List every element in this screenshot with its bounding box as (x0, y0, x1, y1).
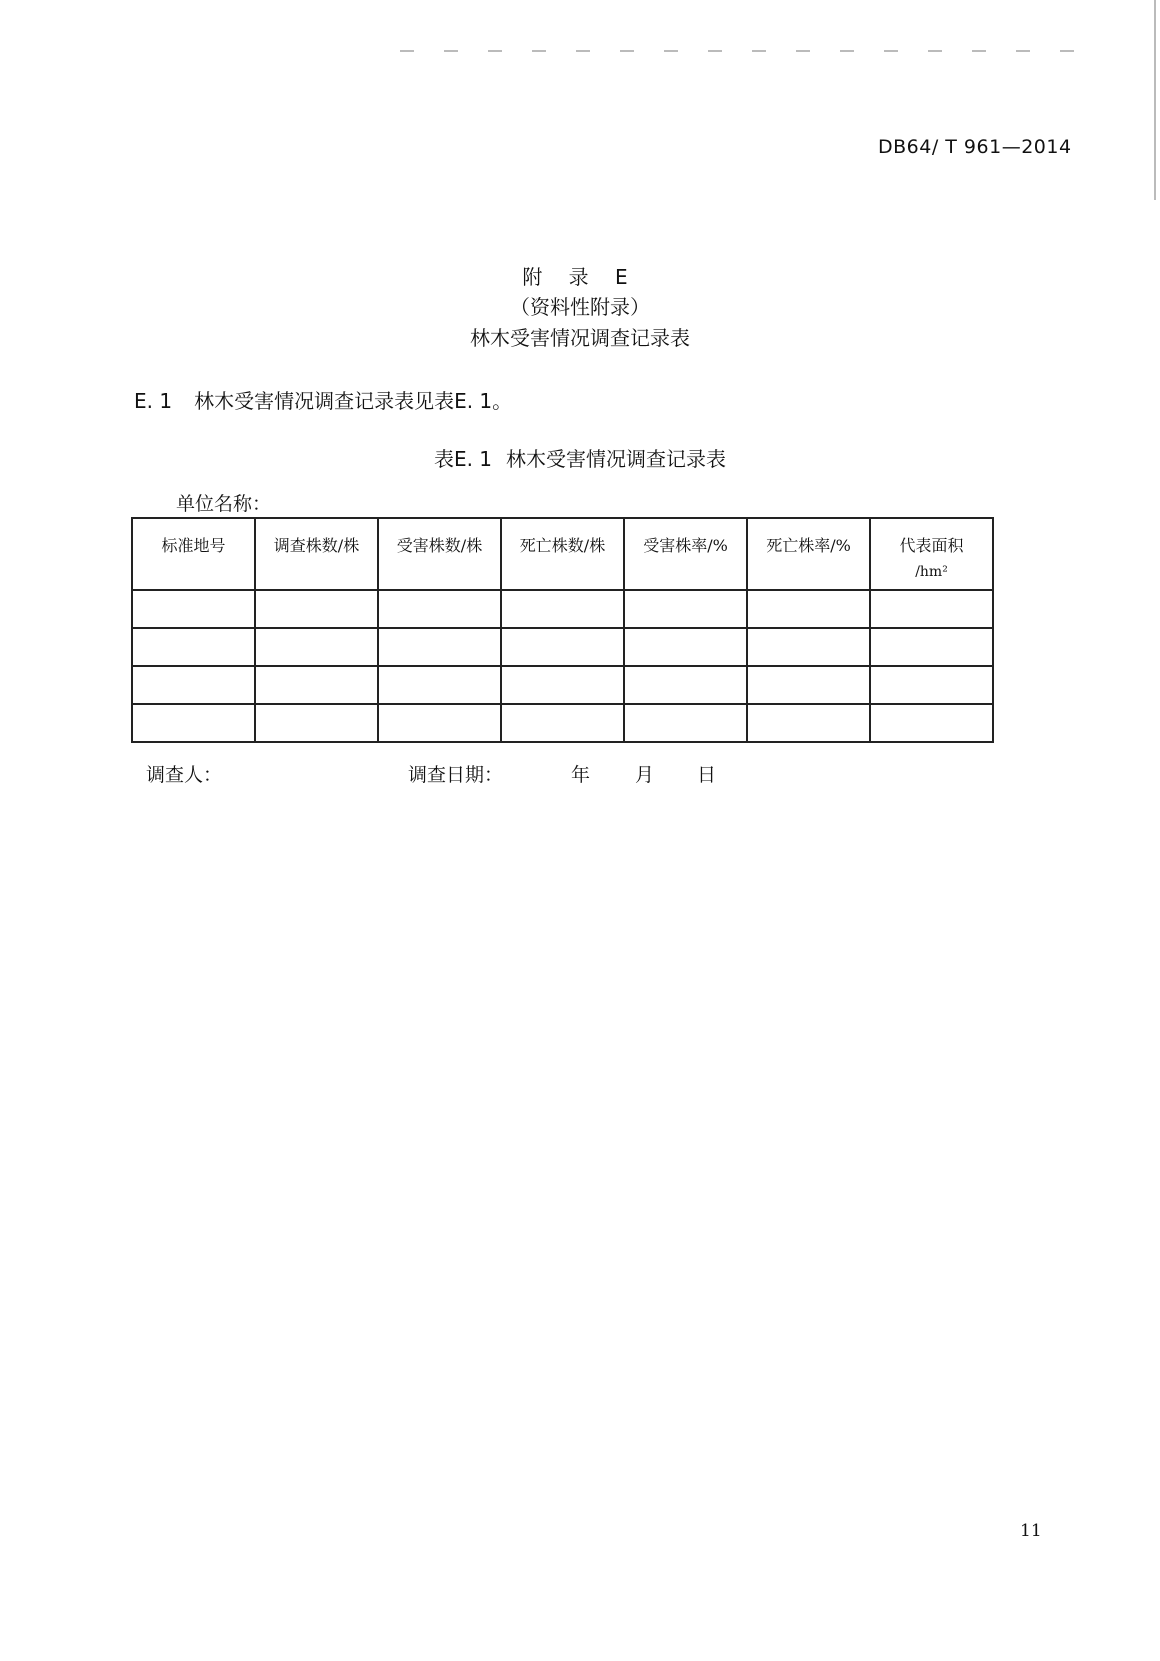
table-cell (870, 628, 993, 666)
table-cell (501, 590, 624, 628)
table-cell (624, 590, 747, 628)
column-header: 调查株数/株 (255, 518, 378, 590)
table-cell (132, 704, 255, 742)
table-caption (0, 443, 1160, 472)
unit-name-label: 单位名称： (176, 493, 272, 515)
table-cell (378, 704, 501, 742)
table-cell (747, 704, 870, 742)
table-cell (255, 628, 378, 666)
scan-edge-rule (1154, 0, 1156, 200)
area-unit: /hm² (915, 564, 948, 580)
table-cell (747, 628, 870, 666)
annex-name: 林木受害情况调查记录表 (470, 326, 690, 350)
annex-type: （资料性附录） (510, 295, 650, 319)
column-header: 代表面积 /hm² (870, 518, 993, 590)
table-cell (870, 704, 993, 742)
date-month-label: 月 (635, 764, 655, 786)
column-header: 死亡株数/株 (501, 518, 624, 590)
table-cell (501, 666, 624, 704)
clause-e1 (134, 385, 512, 414)
table-cell (624, 704, 747, 742)
column-header: 受害株数/株 (378, 518, 501, 590)
table-cell (132, 628, 255, 666)
table-row (132, 590, 993, 628)
survey-date-label: 调查日期： (408, 764, 504, 786)
table-cell (747, 590, 870, 628)
table-cell (501, 704, 624, 742)
table-cell (624, 628, 747, 666)
table-cell (870, 666, 993, 704)
table-caption-number: 表E. 1 (433, 447, 493, 471)
scan-header-marks (400, 50, 1080, 52)
column-header: 标准地号 (132, 518, 255, 590)
table-row (132, 704, 993, 742)
column-header: 受害株率/% (624, 518, 747, 590)
table-cell (870, 590, 993, 628)
table-cell (378, 590, 501, 628)
table-row (132, 666, 993, 704)
table-cell (378, 666, 501, 704)
table-cell (378, 628, 501, 666)
annex-title: 附 录 E (522, 265, 638, 289)
table-row (132, 628, 993, 666)
clause-number: E. 1 (134, 389, 173, 413)
date-year-label: 年 (571, 764, 591, 786)
table-cell (255, 704, 378, 742)
page-number: 11 (1020, 1521, 1042, 1541)
table-cell (132, 590, 255, 628)
column-header: 死亡株率/% (747, 518, 870, 590)
date-day-label: 日 (697, 764, 717, 786)
table-cell (501, 628, 624, 666)
table-cell (255, 590, 378, 628)
damage-record-table (131, 517, 994, 743)
table-cell (255, 666, 378, 704)
table-cell (624, 666, 747, 704)
clause-text: 林木受害情况调查记录表见表E. 1。 (194, 389, 513, 413)
table-caption-title: 林木受害情况调查记录表 (506, 447, 727, 471)
investigator-label: 调查人： (146, 764, 223, 786)
table-cell (747, 666, 870, 704)
table-header-row (132, 518, 993, 590)
table-cell (132, 666, 255, 704)
standard-code: DB64/ T 961—2014 (878, 136, 1072, 158)
